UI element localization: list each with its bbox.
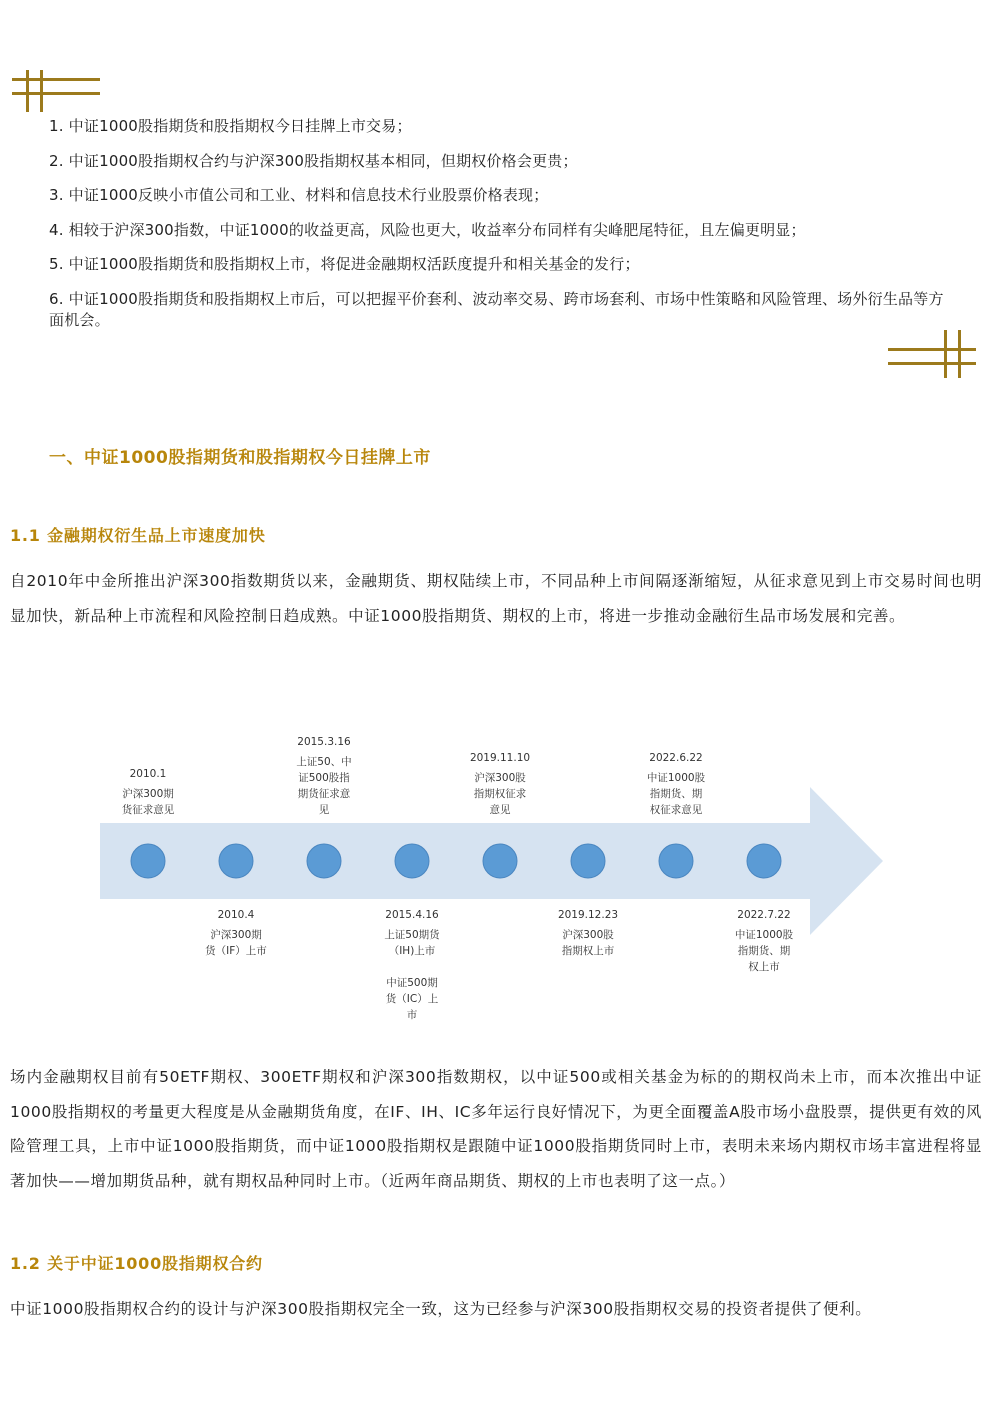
timeline-dot bbox=[571, 844, 605, 878]
timeline-label: 沪深300期 bbox=[210, 929, 262, 941]
timeline-label: 见 bbox=[318, 804, 330, 816]
decorative-hash-top bbox=[12, 70, 102, 114]
timeline-dot bbox=[219, 844, 253, 878]
timeline-label: （IH)上市 bbox=[388, 945, 436, 957]
paragraph: 场内金融期权目前有50ETF期权、300ETF期权和沪深300指数期权，以中证500或相关基金为标的的期权尚未上市，而本次推出中证1000股指期权的考量更大程度是从金融期货角度，在IF、IH、IC多年运行良好情况下，为更全面覆盖A股市场小盘股票，提供更有效的风险管理工具，上市中证1000股指期货，而中证1000股指期权是跟随中证1000股指期货同时上市，表明未来场内期权市场丰富进程将显著加快——增加期货品种，就有期权品种同时上市。（近两年商品期货、期权的上市也表明了这一点。） bbox=[10, 1068, 982, 1190]
summary-item: 5. 中证1000股指期货和股指期权上市，将促进金融期权活跃度提升和相关基金的发行； bbox=[49, 255, 640, 273]
timeline-label: 货（IC）上 bbox=[385, 993, 439, 1005]
subsection-heading: 1.2 关于中证1000股指期权合约 bbox=[10, 1254, 263, 1273]
timeline-label: 权征求意见 bbox=[649, 804, 703, 816]
timeline-dot bbox=[747, 844, 781, 878]
timeline-date: 2022.7.22 bbox=[737, 909, 791, 921]
section-heading: 一、中证1000股指期货和股指期权今日挂牌上市 bbox=[49, 448, 431, 468]
timeline-dot bbox=[131, 844, 165, 878]
timeline-label: 货（IF）上市 bbox=[205, 945, 267, 957]
timeline-dot bbox=[307, 844, 341, 878]
timeline-label: 上证50期货 bbox=[384, 929, 440, 941]
timeline-label: 上证50、中 bbox=[296, 756, 352, 768]
summary-item: 1. 中证1000股指期货和股指期权今日挂牌上市交易； bbox=[49, 117, 412, 135]
summary-item: 6. 中证1000股指期货和股指期权上市后，可以把握平价套利、波动率交易、跨市场套利、市场中性策略和风险管理、场外衍生品等方面机会。 bbox=[49, 289, 944, 329]
timeline-date: 2019.12.23 bbox=[557, 909, 619, 921]
timeline-dot bbox=[659, 844, 693, 878]
timeline-label: 沪深300期 bbox=[122, 788, 174, 800]
timeline-label: 中证500期 bbox=[386, 977, 438, 989]
timeline-label: 证500股指 bbox=[298, 772, 350, 784]
timeline-date: 2010.4 bbox=[217, 909, 255, 921]
timeline-label: 指期货、期 bbox=[737, 945, 791, 957]
timeline-label: 指期货、期 bbox=[649, 788, 703, 800]
paragraph: 自2010年中金所推出沪深300指数期货以来，金融期货、期权陆续上市，不同品种上市间隔逐渐缩短，从征求意见到上市交易时间也明显加快，新品种上市流程和风险控制日趋成熟。中证1000股指期货、期权的上市，将进一步推动金融衍生品市场发展和完善。 bbox=[10, 572, 982, 625]
timeline-label: 权上市 bbox=[748, 961, 780, 973]
timeline-date: 2015.3.16 bbox=[297, 736, 351, 748]
timeline-label: 货征求意见 bbox=[121, 804, 175, 816]
timeline-label: 沪深300股 bbox=[562, 929, 614, 941]
summary-item: 3. 中证1000反映小市值公司和工业、材料和信息技术行业股票价格表现； bbox=[49, 186, 549, 204]
subsection-heading: 1.1 金融期权衍生品上市速度加快 bbox=[10, 526, 266, 545]
timeline-label: 沪深300股 bbox=[474, 772, 526, 784]
summary-item: 2. 中证1000股指期权合约与沪深300股指期权基本相同，但期权价格会更贵； bbox=[49, 151, 578, 170]
timeline-label: 中证1000股 bbox=[734, 929, 794, 941]
timeline-date: 2010.1 bbox=[129, 768, 167, 780]
timeline-dot bbox=[483, 844, 517, 878]
summary-list bbox=[49, 116, 949, 331]
timeline-date: 2022.6.22 bbox=[649, 752, 703, 764]
timeline-label: 市 bbox=[406, 1009, 418, 1021]
timeline-date: 2019.11.10 bbox=[469, 752, 531, 764]
timeline-label: 期货征求意 bbox=[297, 788, 351, 800]
timeline-label: 意见 bbox=[489, 804, 511, 816]
summary-item: 4. 相较于沪深300指数，中证1000的收益更高，风险也更大，收益率分布同样有尖峰肥尾特征，且左偏更明显； bbox=[49, 220, 806, 239]
timeline-label: 中证1000股 bbox=[646, 772, 706, 784]
decorative-hash-bottom bbox=[886, 330, 978, 378]
timeline-label: 指期权征求 bbox=[473, 788, 527, 800]
paragraph: 中证1000股指期权合约的设计与沪深300股指期权完全一致，这为已经参与沪深300股指期权交易的投资者提供了便利。 bbox=[10, 1300, 872, 1318]
timeline-diagram bbox=[100, 725, 900, 1025]
timeline-label: 指期权上市 bbox=[561, 945, 615, 957]
timeline-dot bbox=[395, 844, 429, 878]
timeline-date: 2015.4.16 bbox=[385, 909, 439, 921]
